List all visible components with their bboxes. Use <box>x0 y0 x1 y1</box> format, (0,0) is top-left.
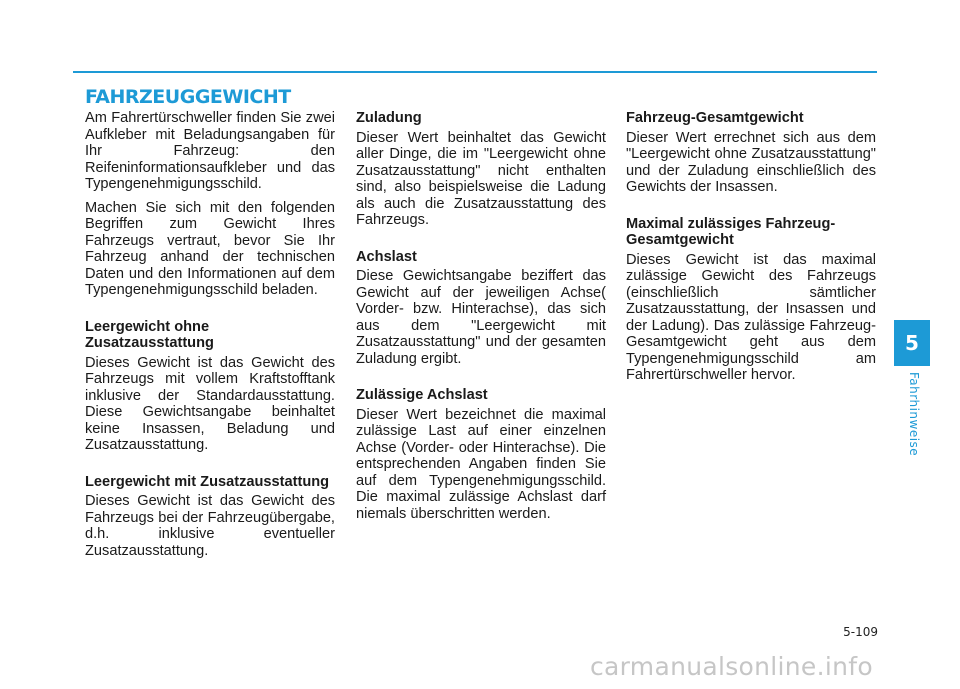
text-column-2 <box>356 110 606 529</box>
page-number: 5-109 <box>843 625 878 639</box>
text-leergewicht-mit: Dieses Gewicht ist das Gewicht des Fahrzeugs bei der Fahrzeugübergabe, d.h. inklusive eventueller Zusatzausstattung. <box>85 493 335 559</box>
heading-achslast: Achslast <box>356 248 417 265</box>
section-title: FAHRZEUGGEWICHT <box>85 86 291 108</box>
text-achslast: Diese Gewichtsangabe beziffert das Gewicht auf der jeweiligen Achse( Vorder- bzw. Hinterachse), das sich aus dem "Leergewicht mit Zusatzausstattung" und der gesamten Zuladung ergibt. <box>356 268 606 367</box>
heading-gesamtgewicht: Fahrzeug-Gesamtgewicht <box>626 110 804 126</box>
chapter-tab: 5 <box>894 320 930 366</box>
intro-paragraph-2: Machen Sie sich mit den folgenden Begriffen zum Gewicht Ihres Fahrzeugs vertraut, bevor Sie Ihr Fahrzeug anhand der technischen Daten und den Informationen auf dem Typengenehmigungsschild beladen. <box>85 199 335 298</box>
heading-leergewicht-mit: Leergewicht mit Zusatzausstattung <box>85 473 330 490</box>
heading-zuladung: Zuladung <box>356 110 422 126</box>
text-column-3 <box>626 110 876 391</box>
text-gesamtgewicht: Dieser Wert errechnet sich aus dem "Leergewicht ohne Zusatzausstattung" und der Zuladung einschließlich des Gewichts der Insassen. <box>626 129 876 195</box>
text-leergewicht-ohne: Dieses Gewicht ist das Gewicht des Fahrzeugs mit vollem Kraftstofftank inklusive der Standardausstattung. Diese Gewichtsangabe beinhaltet keine Insassen, Beladung und Zusatzausstattung. <box>85 354 335 453</box>
heading-max-gesamtgewicht: Maximal zulässiges Fahrzeug-Gesamtgewicht <box>626 215 836 248</box>
text-column-1 <box>85 110 335 566</box>
text-max-gesamtgewicht: Dieses Gewicht ist das maximal zulässige Gewicht des Fahrzeugs (einschließlich sämtlicher Zusatzausstattung, der Insassen und der Ladung). Das zulässige Fahrzeug-Gesamtgewicht geht aus dem Typengenehmigungsschild am Fahrertürschweller hervor. <box>626 251 876 383</box>
intro-paragraph-1: Am Fahrertürschweller finden Sie zwei Aufkleber mit Beladungsangaben für Ihr Fahrzeug: den Reifeninformationsaufkleber und das Typengenehmigungsschild. <box>85 110 335 192</box>
heading-leergewicht-ohne: Leergewicht ohne Zusatzausstattung <box>85 318 214 351</box>
text-zuladung: Dieser Wert beinhaltet das Gewicht aller Dinge, die im "Leergewicht ohne Zusatzausstattung" nicht enthalten sind, also beispielsweise die Ladung als auch die Zusatzausstattung des Fahrzeugs. <box>356 129 606 228</box>
heading-zulaessige-achslast: Zulässige Achslast <box>356 387 488 403</box>
header-rule <box>73 71 877 73</box>
chapter-label: Fahrhinweise <box>907 372 921 457</box>
text-zulaessige-achslast: Dieser Wert bezeichnet die maximal zulässige Last auf einer einzelnen Achse (Vorder- oder Hinterachse). Die entsprechenden Angaben finden Sie auf dem Typengenehmigungsschild. Die maximal zulässige Achslast darf niemals überschritten werden. <box>356 406 606 522</box>
watermark: carmanualsonline.info <box>590 652 873 681</box>
